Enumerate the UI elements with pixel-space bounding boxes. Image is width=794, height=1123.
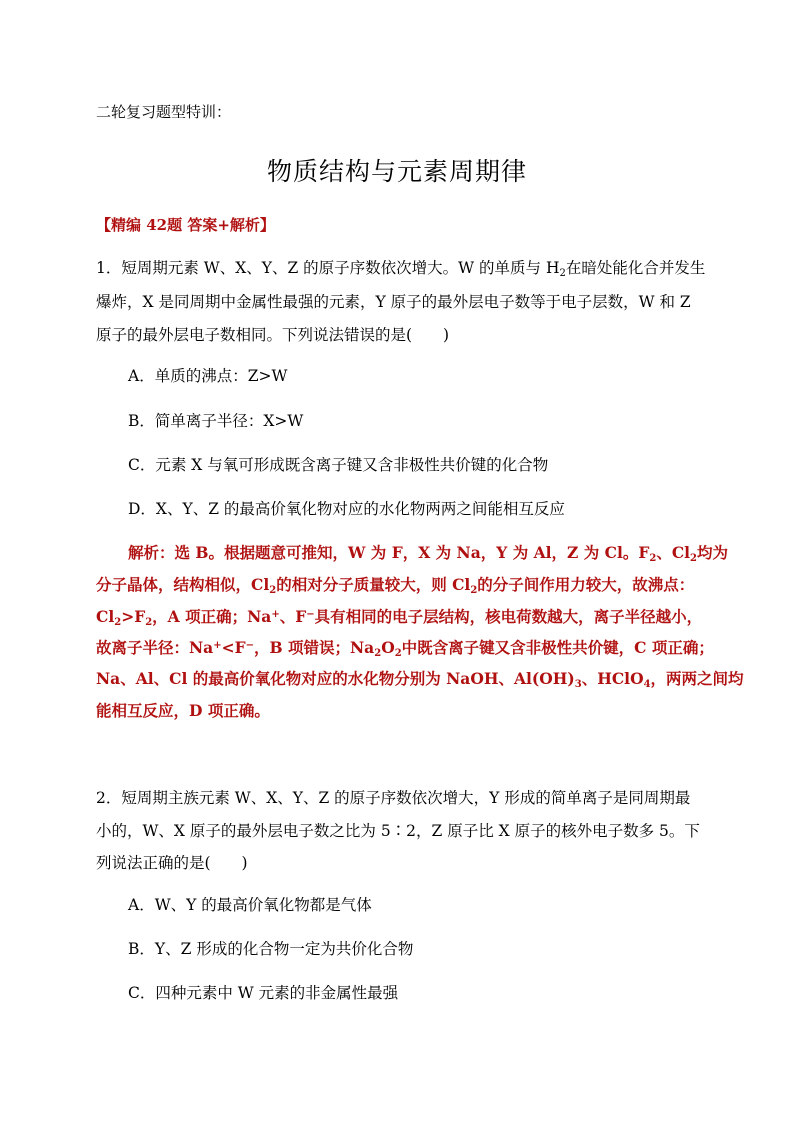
analysis-line-3: $Cl_2>F_2$，A 项正确；Na+、F−具有相同的电子层结构，核电荷数越大，离子半径越小， bbox=[96, 607, 703, 628]
series-heading: 二轮复习题型特训： bbox=[96, 103, 232, 121]
question-2-stem-line-2: 小的，W、X 原子的最外层电子数之比为 5∶2，Z 原子比 X 原子的核外电子数多 5。下 bbox=[96, 822, 700, 840]
analysis-line-2: 分子晶体，结构相似，$Cl_2$的相对分子质量较大，则 $Cl_2$的分子间作用力较大，故沸点： bbox=[96, 575, 695, 596]
analysis-line-1: 解析：选 B。根据题意可推知，W 为 F，X 为 Na，Y 为 Al，Z 为 Cl。$F_2$、$Cl_2$均为 bbox=[128, 543, 729, 564]
page-title: 物质结构与元素周期律 bbox=[266, 157, 527, 186]
question-1-option-d: D．X、Y、Z 的最高价氧化物对应的水化物两两之间能相互反应 bbox=[128, 500, 565, 518]
question-2-option-c: C．四种元素中 W 元素的非金属性最强 bbox=[128, 984, 399, 1002]
analysis-line-5: Na、Al、Cl 的最高价氧化物对应的水化物分别为 NaOH、$Al(OH)_3$、HClO$_4$，两两之间均 bbox=[96, 669, 744, 690]
question-1-stem-line-1: 1．短周期元素 W、X、Y、Z 的原子序数依次增大。W 的单质与 $H_2$在暗处能化合并发生 bbox=[96, 259, 706, 279]
analysis-line-6: 能相互反应，D 项正确。 bbox=[96, 701, 270, 720]
analysis-line-4: 故离子半径：Na+<F−，B 项错误；$Na_2O_2$中既含离子键又含非极性共价键，C 项正确； bbox=[96, 638, 714, 659]
question-1-option-c: C．元素 X 与氧可形成既含离子键又含非极性共价键的化合物 bbox=[128, 456, 549, 474]
collection-tag: 【精编 42题 答案+解析】 bbox=[96, 216, 275, 234]
question-2-stem-line-3: 列说法正确的是( ) bbox=[96, 854, 248, 872]
question-2-stem-line-1: 2．短周期主族元素 W、X、Y、Z 的原子序数依次增大，Y 形成的简单离子是同周期最 bbox=[96, 789, 691, 807]
question-1-option-a: A．单质的沸点：Z>W bbox=[128, 367, 288, 385]
question-2-option-b: B．Y、Z 形成的化合物一定为共价化合物 bbox=[128, 940, 414, 958]
question-2-option-a: A．W、Y 的最高价氧化物都是气体 bbox=[128, 896, 372, 914]
question-1-stem-line-2: 爆炸，X 是同周期中金属性最强的元素，Y 原子的最外层电子数等于电子层数，W 和 Z bbox=[96, 293, 691, 311]
question-1-stem-line-3: 原子的最外层电子数相同。下列说法错误的是( ) bbox=[96, 326, 450, 344]
question-1-option-b: B．简单离子半径：X>W bbox=[128, 412, 304, 430]
